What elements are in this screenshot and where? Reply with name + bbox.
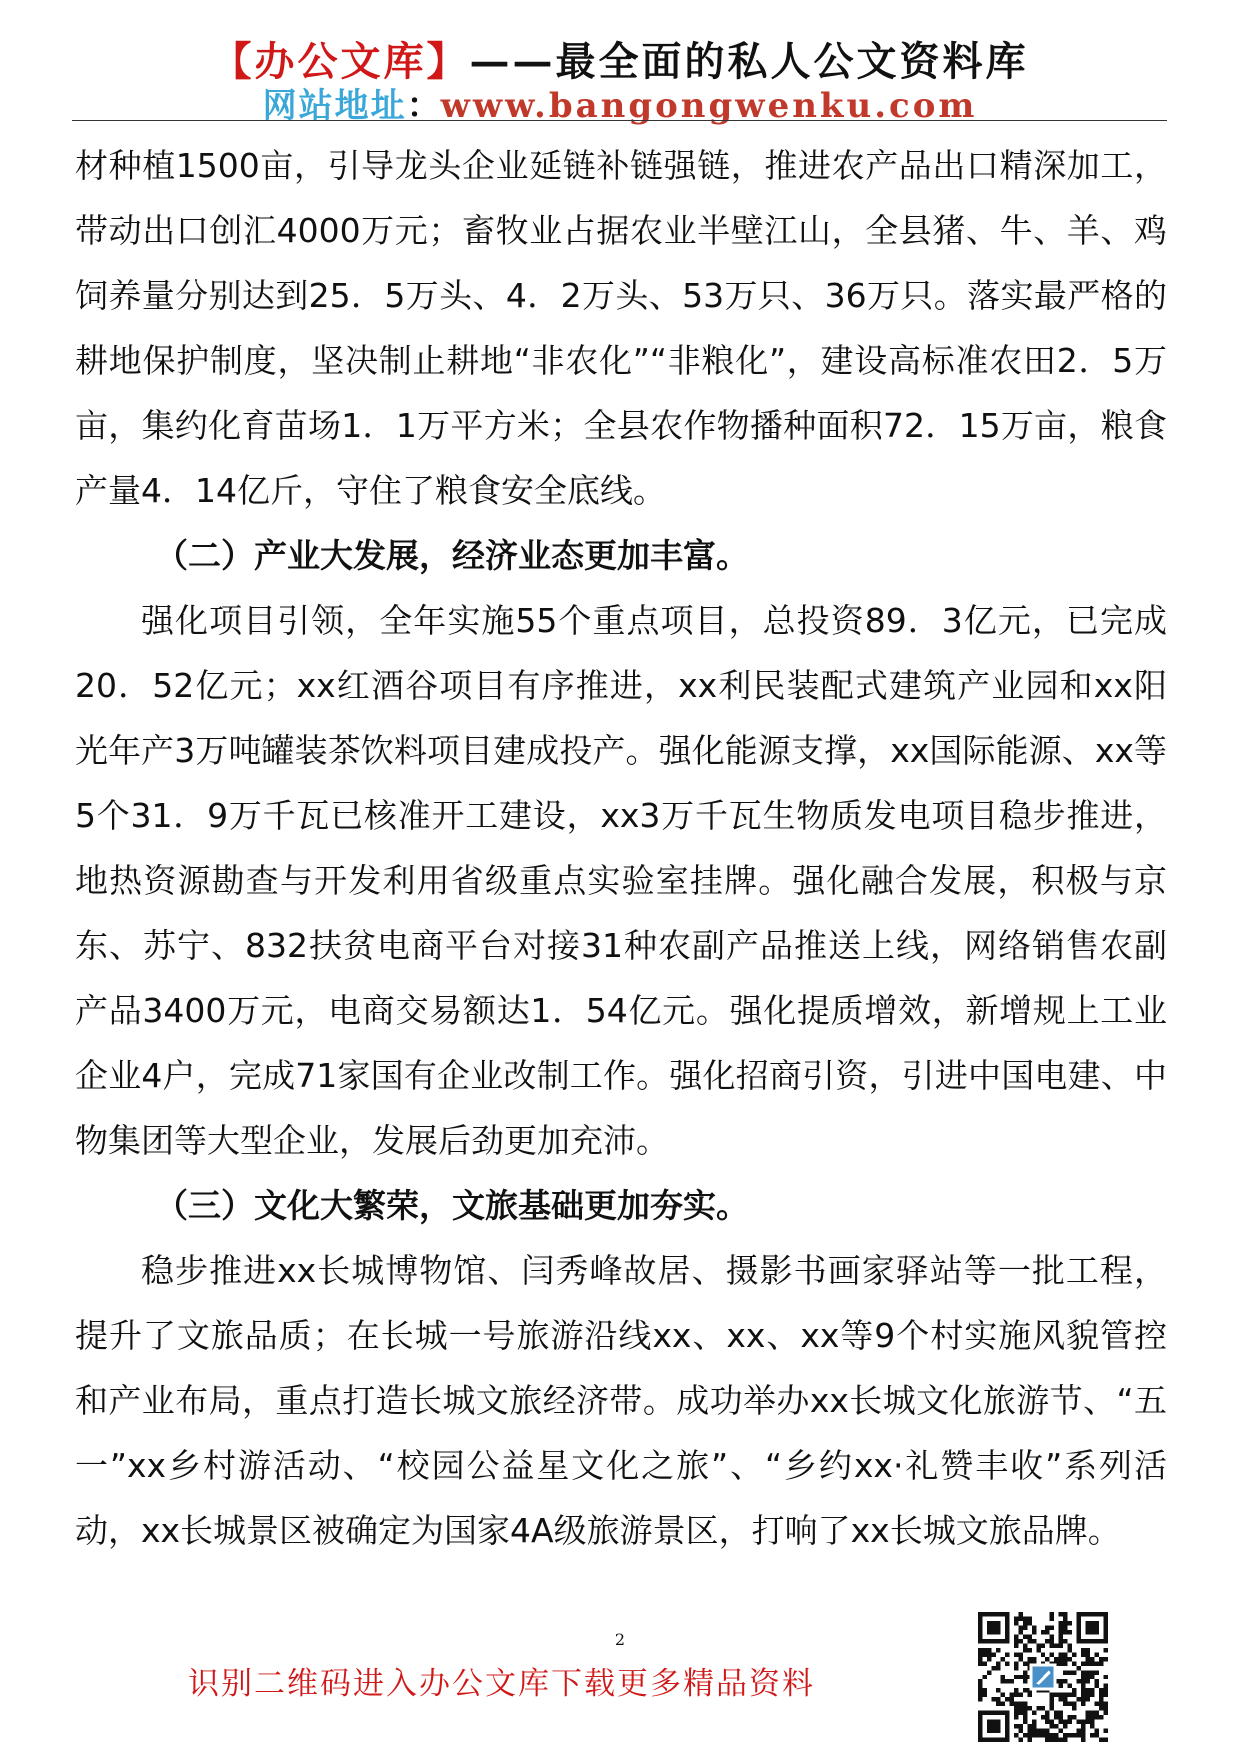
website-colon: ： <box>406 86 441 126</box>
header-divider <box>72 120 1167 121</box>
section-heading-3: （三）文化大繁荣，文旅基础更加夯实。 <box>155 1186 749 1225</box>
website-url-link[interactable]: www.bangongwenku.com <box>440 86 978 126</box>
website-label: 网站地址 <box>262 86 407 126</box>
page-number: 2 <box>614 1630 626 1649</box>
brand-name: 【办公文库】 <box>211 38 470 85</box>
paragraph-culture: 稳步推进xx长城博物馆、闫秀峰故居、摄影书画家驿站等一批工程，提升了文旅品质；在长城一号旅游沿线xx、xx、xx等9个村实施风貌管控和产业布局，重点打造长城文旅经济带。成功举办xx长城文化旅游节、“五一”xx乡村游活动、“校园公益星文化之旅”、“乡约xx·礼赞丰收”系列活动，xx长城景区被确定为国家4A级旅游景区，打响了xx长城文旅品牌。 <box>75 1251 1167 1550</box>
header-tagline: ——最全面的私人公文资料库 <box>469 38 1029 85</box>
document-body <box>75 133 1167 1563</box>
footer-note: 识别二维码进入办公文库下载更多精品资料 <box>188 1666 815 1702</box>
section-heading-2: （二）产业大发展，经济业态更加丰富。 <box>155 536 749 575</box>
paragraph-continued: 材种植1500亩，引导龙头企业延链补链强链，推进农产品出口精深加工，带动出口创汇4000万元；畜牧业占据农业半壁江山，全县猪、牛、羊、鸡饲养量分别达到25．5万头、4．2万头、53万只、36万只。落实最严格的耕地保护制度，坚决制止耕地“非农化”“非粮化”，建设高标准农田2．5万亩，集约化育苗场1．1万平方米；全县农作物播种面积72．15万亩，粮食产量4．14亿斤，守住了粮食安全底线。 <box>75 146 1167 510</box>
qr-code-icon[interactable] <box>978 1612 1108 1742</box>
paragraph-industry: 强化项目引领，全年实施55个重点项目，总投资89．3亿元，已完成20．52亿元；xx红酒谷项目有序推进，xx利民装配式建筑产业园和xx阳光年产3万吨罐装茶饮料项目建成投产。强化能源支撑，xx国际能源、xx等5个31．9万千瓦已核准开工建设，xx3万千瓦生物质发电项目稳步推进，地热资源勘查与开发利用省级重点实验室挂牌。强化融合发展，积极与京东、苏宁、832扶贫电商平台对接31种农副产品推送上线，网络销售农副产品3400万元，电商交易额达1．54亿元。强化提质增效，新增规上工业企业4户，完成71家国有企业改制工作。强化招商引资，引进中国电建、中物集团等大型企业，发展后劲更加充沛。 <box>75 601 1167 1160</box>
